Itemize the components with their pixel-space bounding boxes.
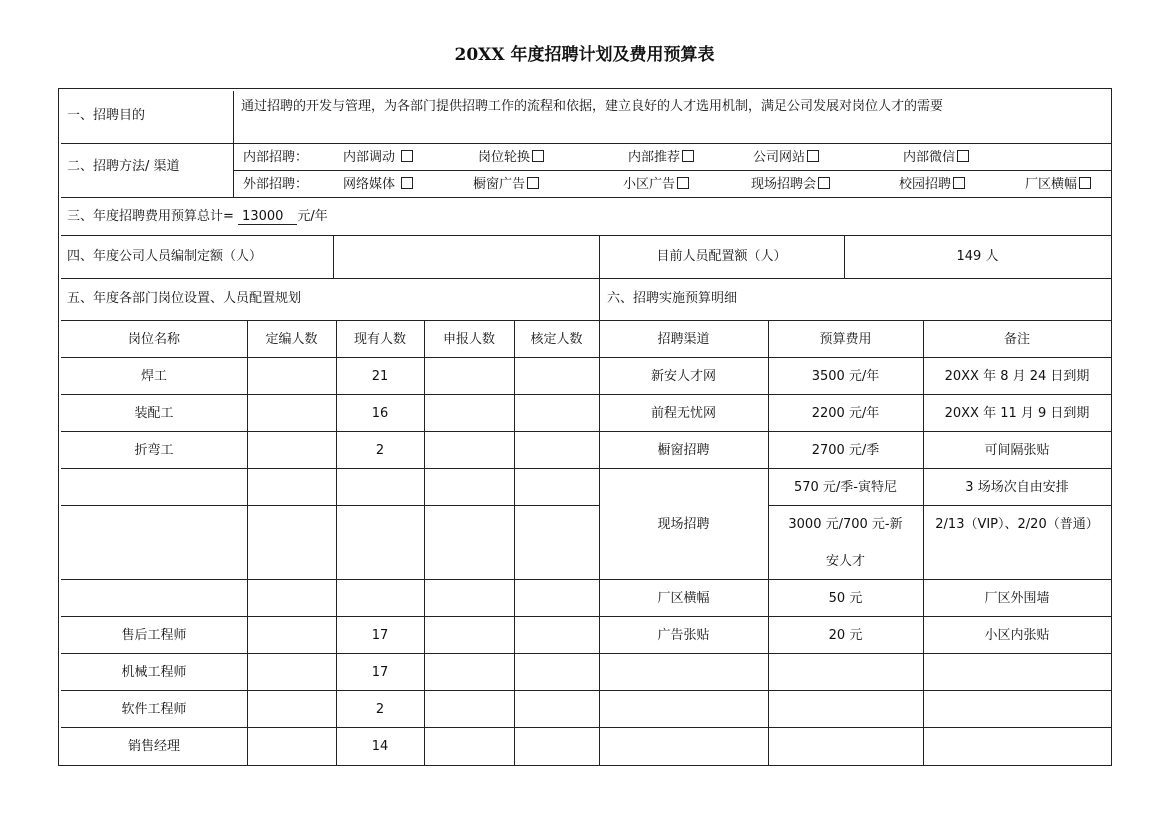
table-cell: 2200 元/年 [811,406,880,421]
table-cell: 570 元/季-寅特尼 [793,480,898,495]
table-cell: 厂区外围墙 [984,591,1050,606]
checkbox[interactable] [957,150,969,162]
table-cell: 2/13（VIP）、2/20（普通） [935,517,1099,532]
table-cell: 小区内张贴 [984,628,1050,643]
channel-option[interactable]: 现场招聘会 [751,176,830,194]
channel-option[interactable]: 内部微信 [903,149,969,167]
table-cell: 14 [371,739,389,754]
table-cell: 装配工 [134,406,174,421]
table-cell: 17 [371,665,389,680]
table-cell: 2 [375,443,385,458]
table-cell: 20XX 年 11 月 9 日到期 [944,406,1090,421]
purpose-text: 通过招聘的开发与管理，为各部门提供招聘工作的流程和依据，建立良好的人才选用机制，满足公司发展对岗位人才的需要 [241,99,944,114]
table-cell: 现场招聘 [657,517,710,532]
table-cell: 安人才 [825,554,865,569]
checkbox[interactable] [953,177,965,189]
budget-label: 三、年度招聘费用预算总计= [67,209,234,224]
table-cell: 可间隔张贴 [984,443,1050,458]
col-header: 招聘渠道 [657,332,710,347]
channel-option[interactable]: 厂区横幅 [1025,176,1091,194]
table-cell: 机械工程师 [121,665,187,680]
table-cell: 21 [371,369,389,384]
current-staff-value: 149 人 [956,249,999,264]
checkbox[interactable] [1079,177,1091,189]
table-cell: 前程无忧网 [650,406,716,421]
budget-unit: 元/年 [297,209,328,224]
external-label: 外部招聘： [243,177,309,192]
section6-label: 六、招聘实施预算明细 [607,291,738,306]
table-cell: 20XX 年 8 月 24 日到期 [944,369,1090,384]
checkbox[interactable] [401,177,413,189]
table-cell: 3 场场次自由安排 [965,480,1069,495]
checkbox[interactable] [532,150,544,162]
checkbox[interactable] [677,177,689,189]
internal-label: 内部招聘： [243,150,309,165]
table-cell: 厂区横幅 [657,591,710,606]
channel-option[interactable]: 公司网站 [753,149,819,167]
table-cell: 20 元 [828,628,863,643]
table-cell: 16 [371,406,389,421]
col-header: 岗位名称 [127,332,180,347]
page-title: 20XX 年度招聘计划及费用预算表 [454,45,715,65]
table-cell: 2 [375,702,385,717]
table-cell: 3000 元/700 元-新 [788,517,903,532]
channel-option[interactable]: 网络媒体 [343,176,413,194]
checkbox[interactable] [807,150,819,162]
table-cell: 广告张贴 [657,628,710,643]
checkbox[interactable] [527,177,539,189]
channel-option[interactable]: 内部推荐 [628,149,694,167]
table-cell: 销售经理 [127,739,180,754]
budget-table [58,88,1112,766]
channel-option[interactable]: 岗位轮换 [478,149,544,167]
col-header: 申报人数 [442,332,495,347]
table-cell: 2700 元/季 [811,443,880,458]
table-cell: 17 [371,628,389,643]
table-cell: 折弯工 [134,443,174,458]
table-cell: 焊工 [140,369,167,384]
purpose-label: 一、招聘目的 [67,108,146,123]
channel-option[interactable]: 小区广告 [623,176,689,194]
col-header: 备注 [1003,332,1030,347]
channel-option[interactable]: 校园招聘 [899,176,965,194]
channel-option[interactable]: 橱窗广告 [473,176,539,194]
current-staff-label: 目前人员配置额（人） [656,249,787,264]
budget-amount: 13000 [238,209,297,225]
table-cell: 3500 元/年 [811,369,880,384]
table-cell: 50 元 [828,591,863,606]
section5-label: 五、年度各部门岗位设置、人员配置规划 [67,291,302,306]
method-label: 二、招聘方法/ 渠道 [67,159,180,174]
budget-line [67,208,667,226]
col-header: 现有人数 [353,332,406,347]
checkbox[interactable] [682,150,694,162]
col-header: 定编人数 [265,332,318,347]
table-cell: 售后工程师 [121,628,187,643]
headcount-label: 四、年度公司人员编制定额（人） [67,249,263,264]
table-cell: 新安人才网 [650,369,716,384]
checkbox[interactable] [401,150,413,162]
checkbox[interactable] [818,177,830,189]
col-header: 预算费用 [819,332,872,347]
col-header: 核定人数 [530,332,583,347]
channel-option[interactable]: 内部调动 [343,149,413,167]
table-cell: 软件工程师 [121,702,187,717]
table-cell: 橱窗招聘 [657,443,710,458]
